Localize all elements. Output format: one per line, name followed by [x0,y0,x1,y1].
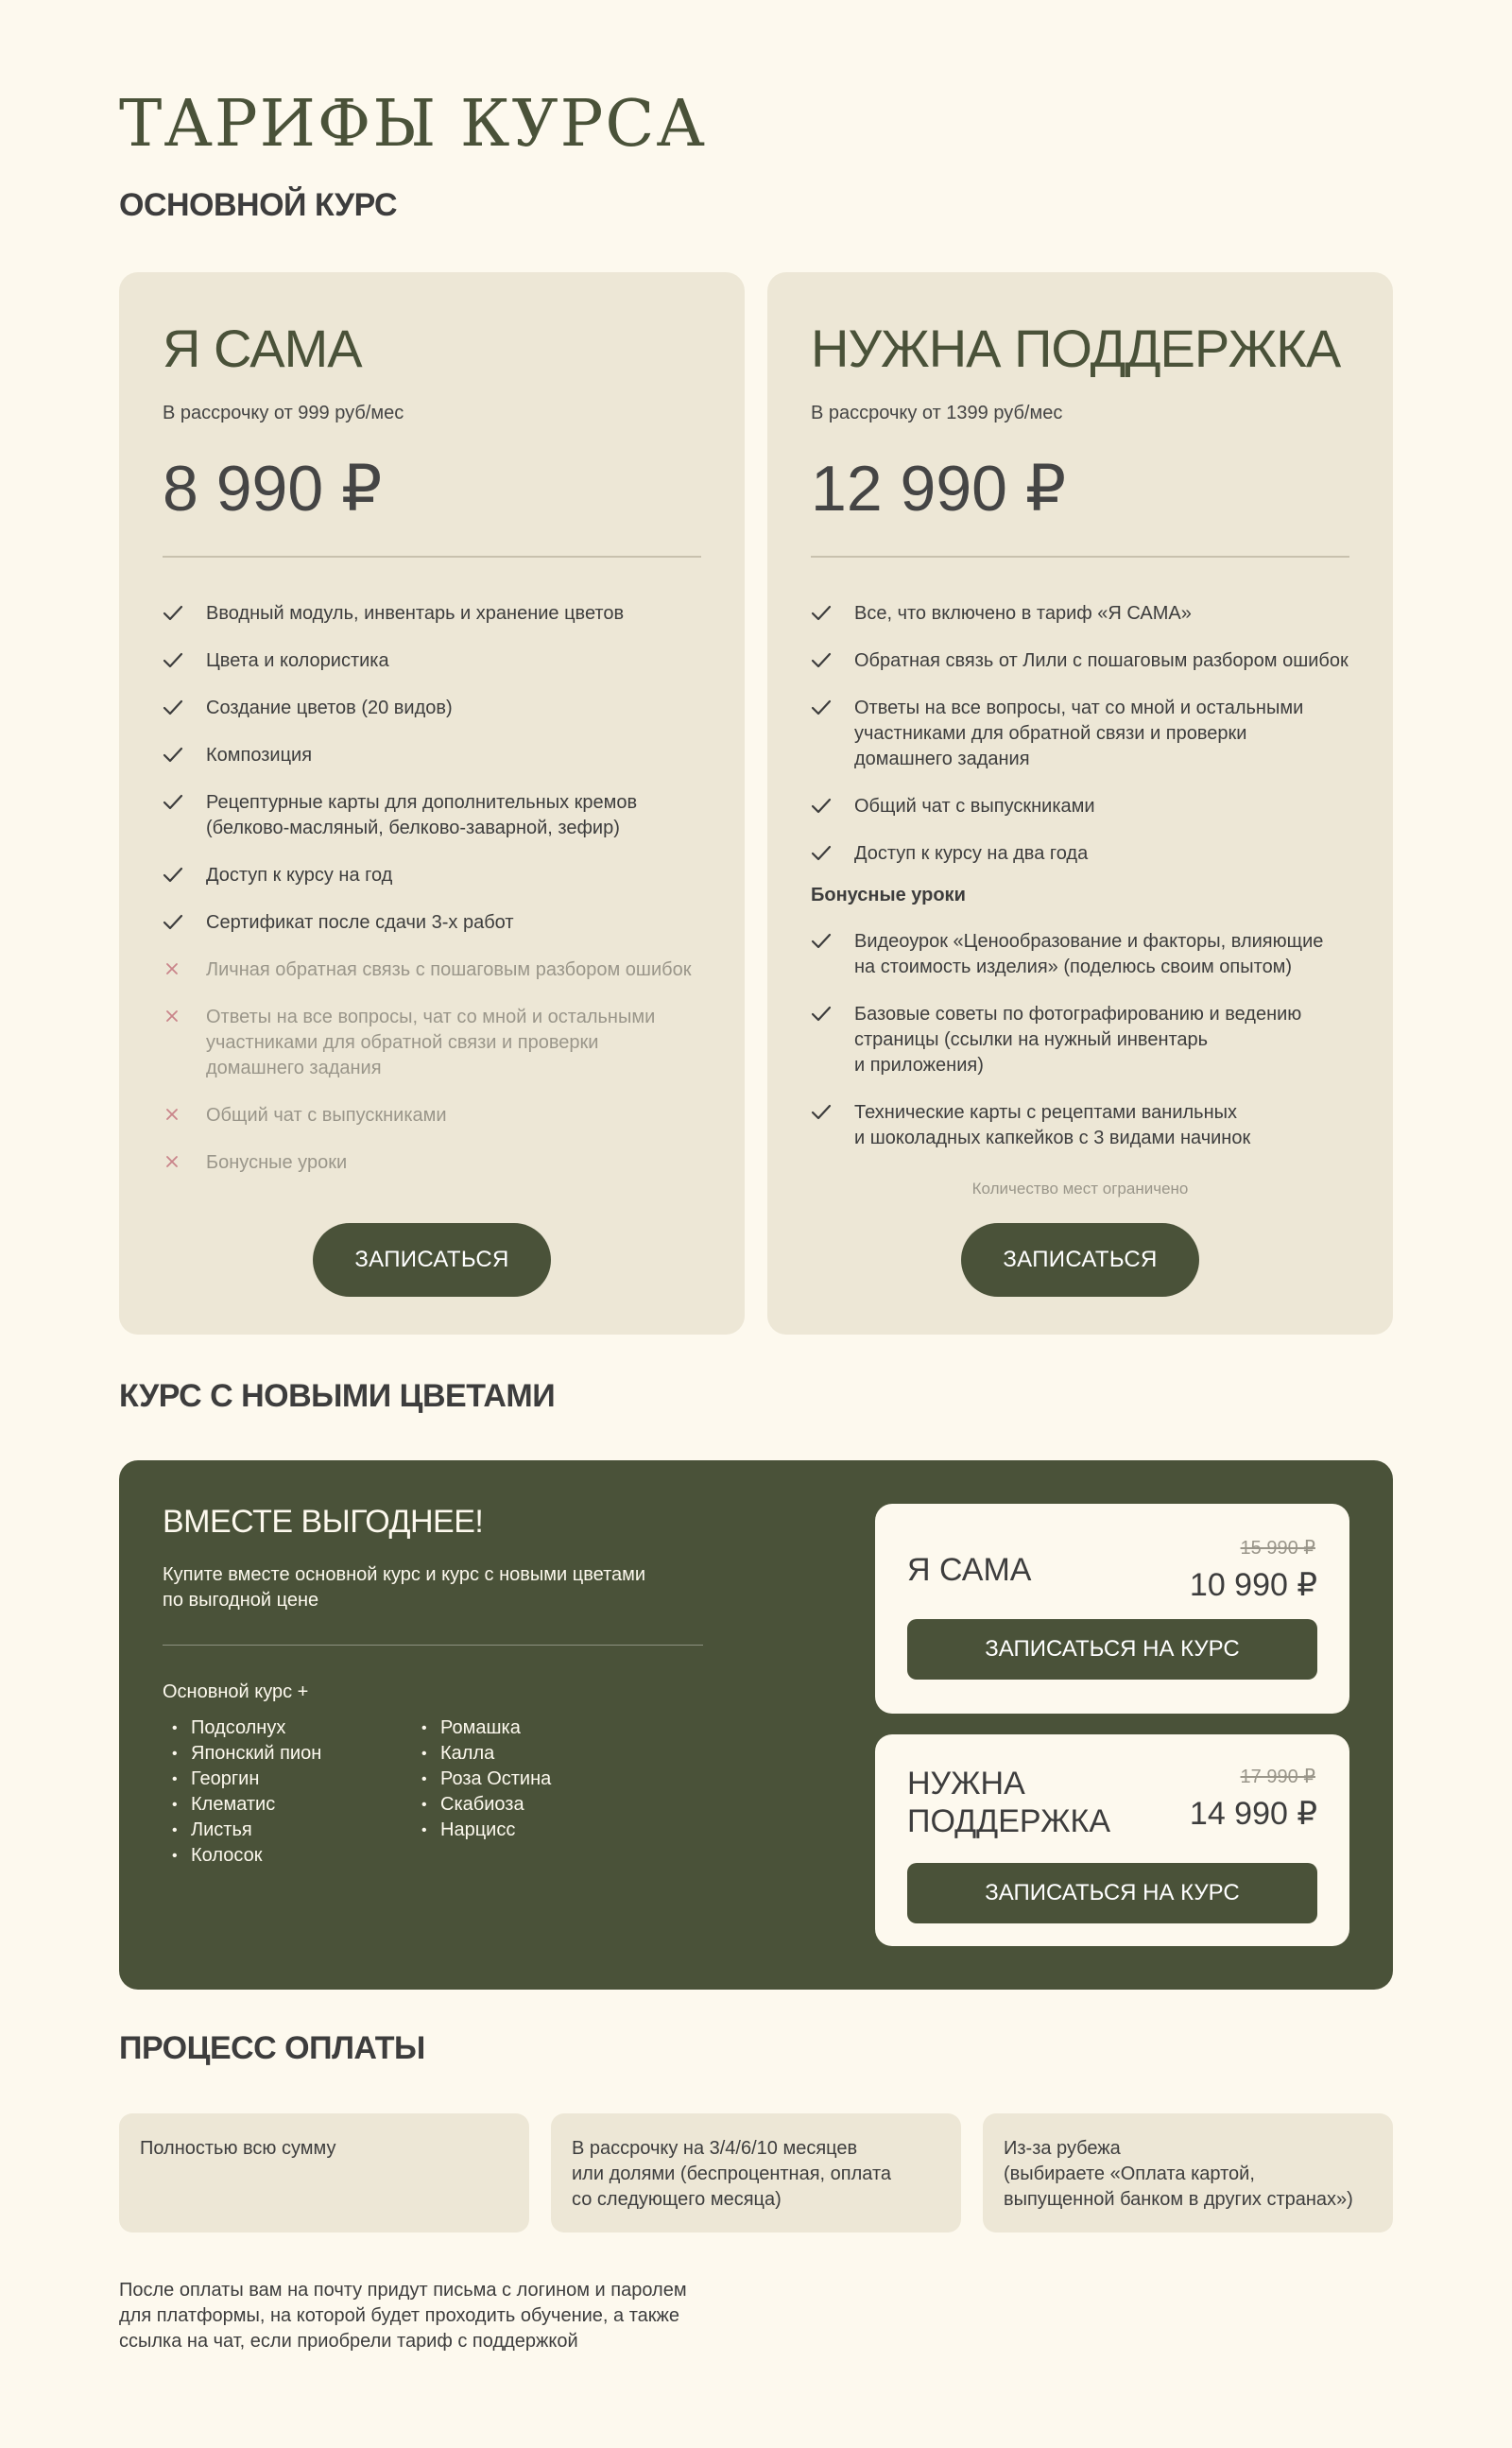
page-title: ТАРИФЫ КУРСА [119,87,707,162]
divider [163,556,701,558]
flower-list [421,1715,551,1843]
check-icon [811,794,854,816]
old-price: 15 990 ₽ [1240,1538,1315,1559]
check-icon [811,696,854,717]
tariff-card-self [119,272,745,1335]
feature-text: Базовые советы по фотографированию и ведению страницы (ссылки на нужный инвентарь и приложения) [854,1004,1302,1076]
feature-text: Сертификат после сдачи 3-х работ [206,912,514,933]
feature-text: Ответы на все вопросы, чат со мной и остальными участниками для обратной связи и проверки домашнего задания [206,1007,656,1078]
flower-item: • Георгин [172,1767,321,1792]
check-icon [163,743,206,765]
check-icon [811,1002,854,1024]
enroll-button[interactable]: ЗАПИСАТЬСЯ [961,1223,1199,1297]
payment-option-installment: В рассрочку на 3/4/6/10 месяцев или долями (беспроцентная, оплата со следующего месяца) [551,2113,961,2233]
feature-text: Бонусные уроки [206,1152,348,1173]
check-icon [811,841,854,863]
feature-list [811,601,1349,1173]
combo-subtitle: Купите вместе основной курс и курс с новыми цветами по выгодной цене [163,1564,646,1611]
payment-note: После оплаты вам на почту придут письма с логином и паролем для платформы, на которой будет проходить обучение, а также ссылка на чат, если приобрели тариф с поддержкой [119,2280,687,2352]
payment-option-abroad: Из-за рубежа (выбираете «Оплата картой, выпущенной банком в других странах») [983,2113,1393,2233]
feature-item [811,1100,1349,1151]
divider [163,1645,703,1646]
feature-item [163,601,701,627]
new-flowers-heading: КУРС С НОВЫМИ ЦВЕТАМИ [119,1378,556,1414]
enroll-course-button[interactable]: ЗАПИСАТЬСЯ НА КУРС [907,1863,1317,1923]
tariff-installment: В рассрочку от 999 руб/мес [163,403,404,423]
main-course-heading: ОСНОВНОЙ КУРС [119,187,398,223]
combo-label: Основной курс + [163,1681,309,1702]
bonus-feature-group [811,929,1349,1151]
feature-item [811,1002,1349,1078]
feature-item [163,910,701,936]
feature-item [163,1103,701,1129]
flower-list [172,1715,321,1869]
feature-item [163,696,701,721]
check-icon [811,929,854,951]
flower-item: • Колосок [172,1843,321,1869]
bonus-heading: Бонусные уроки [811,885,966,905]
feature-item [811,648,1349,674]
feature-item [163,648,701,674]
payment-option-full: Полностью всю сумму [119,2113,529,2233]
tariff-price: 12 990 ₽ [811,453,1067,525]
limited-seats-note: Количество мест ограничено [971,1180,1189,1198]
feature-text: Ответы на все вопросы, чат со мной и остальными участниками для обратной связи и проверки домашнего задания [854,698,1304,769]
cross-icon [163,1150,206,1172]
flower-item: • Листья [172,1818,321,1843]
payment-heading: ПРОЦЕСС ОПЛАТЫ [119,2030,425,2066]
flower-item: • Роза Остина [421,1767,551,1792]
check-icon [811,648,854,670]
check-icon [163,863,206,885]
offer-name: Я САМА [907,1552,1032,1588]
feature-item [811,794,1349,819]
feature-text: Технические карты с рецептами ванильных и шоколадных капкейков с 3 видами начинок [854,1102,1251,1148]
combo-offer-block [119,1460,1393,1990]
flower-item: • Клематис [172,1792,321,1818]
cross-icon [163,1103,206,1125]
check-icon [811,601,854,623]
cross-icon [163,1005,206,1026]
tariff-title: НУЖНА ПОДДЕРЖКА [811,319,1341,378]
flower-item: • Скабиоза [421,1792,551,1818]
feature-item [163,863,701,888]
flower-item: • Калла [421,1741,551,1767]
feature-item [163,743,701,768]
flower-item: • Подсолнух [172,1715,321,1741]
feature-item [811,696,1349,772]
check-icon [163,648,206,670]
combo-offer-support [875,1734,1349,1946]
feature-text: Цвета и колористика [206,650,389,671]
cross-icon [163,957,206,979]
feature-item [811,601,1349,627]
tariff-title: Я САМА [163,319,362,378]
combo-offer-self [875,1504,1349,1714]
feature-text: Общий чат с выпускниками [206,1105,447,1126]
feature-item [811,929,1349,980]
tariff-installment: В рассрочку от 1399 руб/мес [811,403,1063,423]
feature-text: Обратная связь от Лили с пошаговым разбором ошибок [854,650,1349,671]
feature-item [163,790,701,841]
feature-item [811,841,1349,867]
feature-text: Композиция [206,745,313,766]
divider [811,556,1349,558]
check-icon [163,601,206,623]
new-price: 10 990 ₽ [1189,1567,1317,1603]
check-icon [811,1100,854,1122]
feature-text: Видеоурок «Ценообразование и факторы, влияющие на стоимость изделия» (поделюсь своим опытом) [854,931,1324,977]
flower-item: • Нарцисс [421,1818,551,1843]
feature-text: Личная обратная связь с пошаговым разбором ошибок [206,959,692,980]
tariff-price: 8 990 ₽ [163,453,383,525]
feature-group [811,601,1349,867]
feature-text: Рецептурные карты для дополнительных кремов (белково-масляный, белково-заварной, зефир) [206,792,638,838]
offer-name: НУЖНА ПОДДЕРЖКА [907,1766,1111,1839]
old-price: 17 990 ₽ [1240,1767,1315,1787]
feature-text: Доступ к курсу на год [206,865,393,886]
feature-text: Создание цветов (20 видов) [206,698,453,718]
feature-text: Вводный модуль, инвентарь и хранение цветов [206,603,625,624]
new-price: 14 990 ₽ [1189,1796,1317,1832]
check-icon [163,696,206,717]
feature-item [163,957,701,983]
flower-item: • Ромашка [421,1715,551,1741]
feature-item [163,1005,701,1081]
combo-title: ВМЕСТЕ ВЫГОДНЕЕ! [163,1504,484,1540]
feature-text: Доступ к курсу на два года [854,843,1089,864]
check-icon [163,910,206,932]
enroll-course-button[interactable]: ЗАПИСАТЬСЯ НА КУРС [907,1619,1317,1680]
tariff-card-support [767,272,1393,1335]
feature-text: Все, что включено в тариф «Я САМА» [854,603,1192,624]
feature-list [163,601,701,1198]
flower-item: • Японский пион [172,1741,321,1767]
feature-text: Общий чат с выпускниками [854,796,1095,817]
enroll-button[interactable]: ЗАПИСАТЬСЯ [313,1223,551,1297]
check-icon [163,790,206,812]
feature-item [163,1150,701,1176]
